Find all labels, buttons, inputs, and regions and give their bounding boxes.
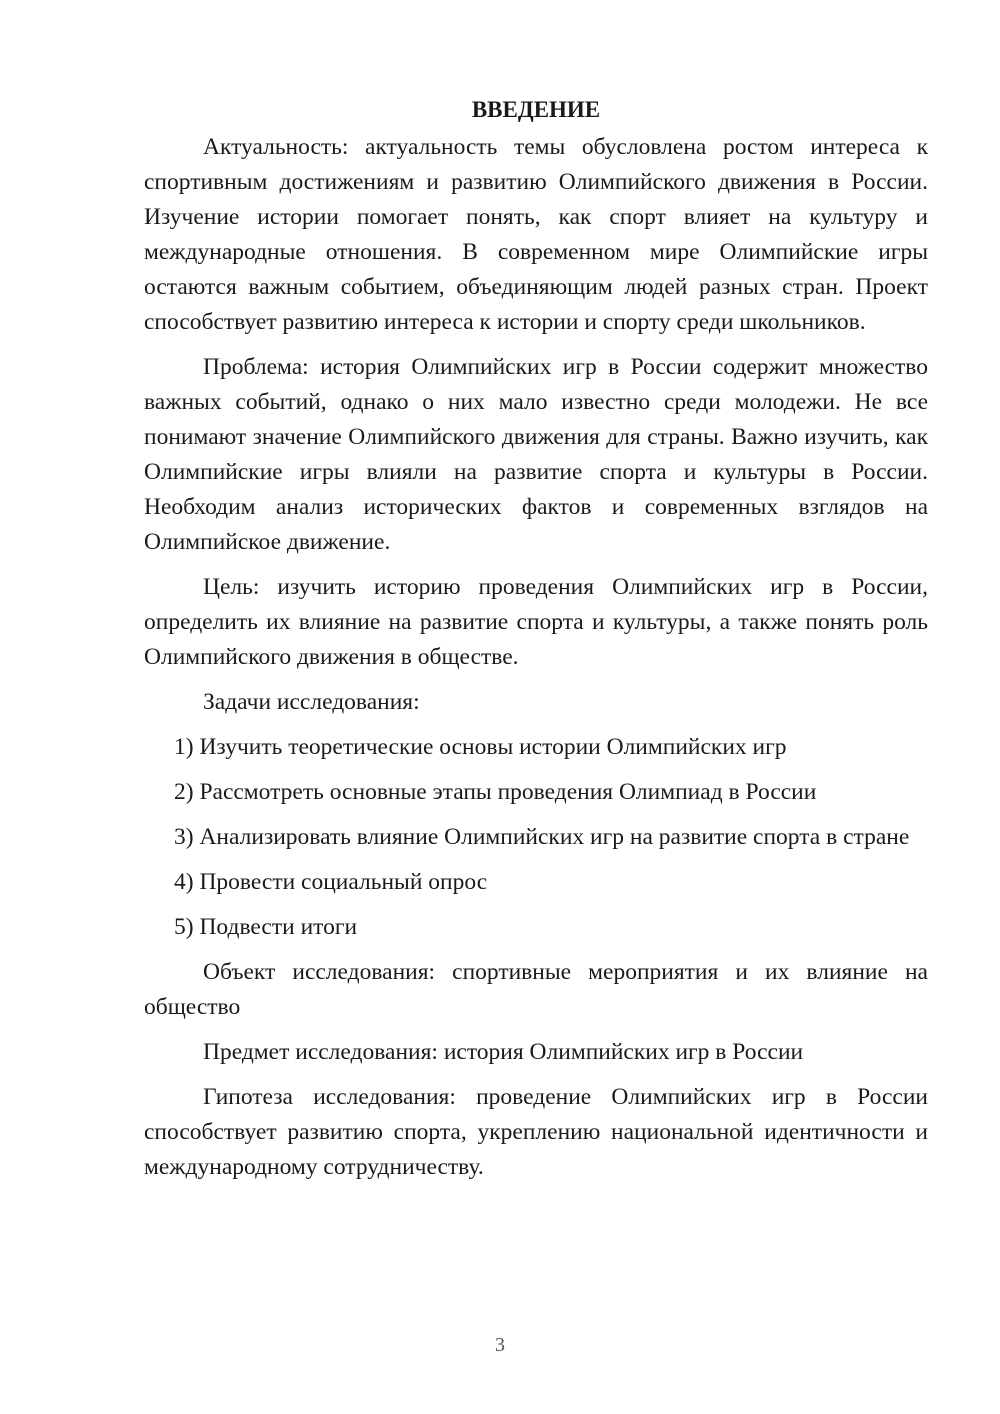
object-paragraph: Объект исследования: спортивные мероприятия и их влияние на общество — [144, 959, 928, 1020]
tasks-heading: Задачи исследования: — [203, 689, 420, 715]
task-item-2: 2) Рассмотреть основные этапы проведения Олимпиад в России — [174, 779, 817, 805]
task-item-1: 1) Изучить теоретические основы истории Олимпийских игр — [174, 734, 787, 760]
task-item-5: 5) Подвести итоги — [174, 914, 358, 940]
goal-paragraph: Цель: изучить историю проведения Олимпийских игр в России, определить их влияние на развитие спорта и культуры, а также понять роль Олимпийского движения в обществе. — [144, 574, 928, 670]
page-number: 3 — [495, 1334, 505, 1356]
document-page — [144, 92, 928, 1195]
task-item-4: 4) Провести социальный опрос — [174, 869, 488, 895]
subject-paragraph: Предмет исследования: история Олимпийских игр в России — [203, 1039, 804, 1065]
problem-paragraph: Проблема: история Олимпийских игр в России содержит множество важных событий, однако о них мало известно среди молодежи. Не все понимают значение Олимпийского движения для страны. Важно изучить, как Олимпийские игры влияли на развитие спорта и культуры в России. Необходим анализ исторических фактов и современных взглядов на Олимпийское движение. — [144, 354, 928, 555]
relevance-paragraph: Актуальность: актуальность темы обусловлена ростом интереса к спортивным достижениям и развитию Олимпийского движения в России. Изучение истории помогает понять, как спорт влияет на культуру и международные отношения. В современном мире Олимпийские игры остаются важным событием, объединяющим людей разных стран. Проект способствует развитию интереса к истории и спорту среди школьников. — [144, 134, 928, 335]
task-item-3: 3) Анализировать влияние Олимпийских игр на развитие спорта в стране — [174, 824, 910, 850]
hypothesis-paragraph: Гипотеза исследования: проведение Олимпийских игр в России способствует развитию спорта, укреплению национальной идентичности и международному сотрудничеству. — [144, 1084, 928, 1180]
page-title: ВВЕДЕНИЕ — [471, 97, 601, 122]
